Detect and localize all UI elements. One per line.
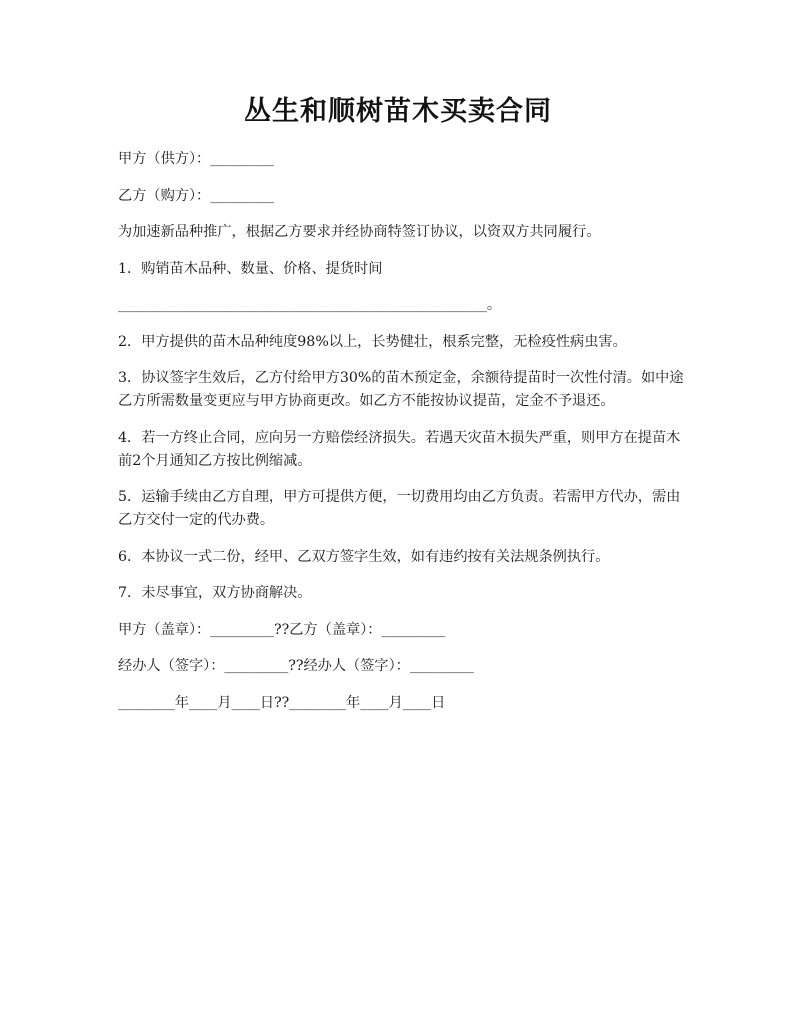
party-b-line: 乙方（购方）：_________ — [118, 187, 275, 204]
clause-3: 3．协议签字生效后，乙方付给甲方30%的苗木预定金，余额待提苗时一次性付清。如中途乙方所需数量变更应与甲方协商更改。如乙方不能按协议提苗，定金不予退还。 — [118, 370, 684, 409]
document-title: 丛生和顺树苗木买卖合同 — [244, 96, 552, 127]
clause-4: 4．若一方终止合同，应向另一方赔偿经济损失。若遇天灾苗木损失严重，则甲方在提苗木前2个月通知乙方按比例缩减。 — [118, 429, 681, 469]
clause-5: 5．运输手续由乙方自理，甲方可提供方便，一切费用均由乙方负责。若需甲方代办，需由乙方交付一定的代办费。 — [118, 489, 681, 528]
intro-paragraph: 为加速新品种推广，根据乙方要求并经协商特签订协议，以资双方共同履行。 — [118, 224, 601, 240]
seal-line: 甲方（盖章）：_________??乙方（盖章）：_________ — [118, 621, 446, 638]
clause-1-blank-line: ____________________________________________________。 — [118, 297, 502, 313]
clause-6: 6．本协议一式二份，经甲、乙双方签字生效，如有违约按有关法规条例执行。 — [118, 548, 610, 565]
document-body — [118, 148, 686, 728]
clause-1: 1．购销苗木品种、数量、价格、提货时间 — [118, 260, 383, 277]
clause-7: 7．未尽事宜，双方协商解决。 — [118, 585, 312, 601]
date-line: ________年____月____日??________年____月____日 — [118, 694, 446, 711]
party-a-line: 甲方（供方）：_________ — [118, 151, 275, 167]
clause-2: 2．甲方提供的苗木品种纯度98%以上，长势健壮，根系完整，无检疫性病虫害。 — [118, 333, 627, 350]
signer-line: 经办人（签字）：_________??经办人（签字）：_________ — [118, 658, 474, 674]
